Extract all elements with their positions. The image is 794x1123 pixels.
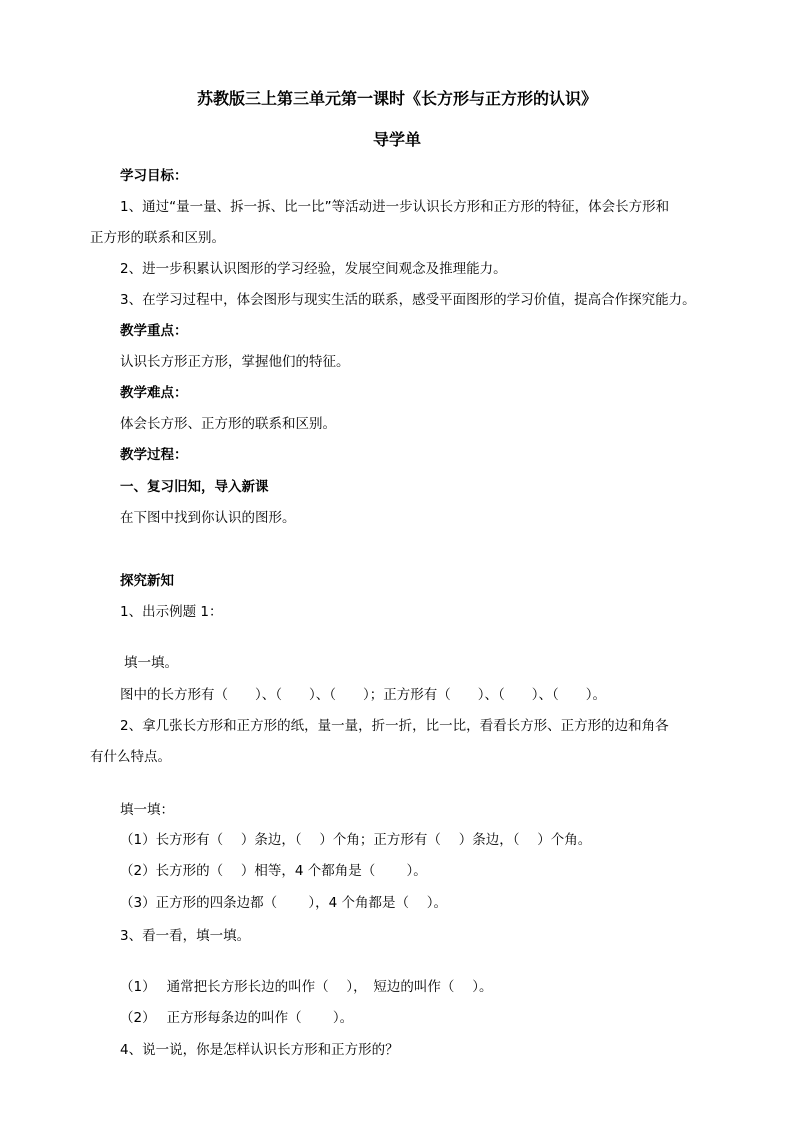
explore-heading: 探究新知	[120, 573, 174, 589]
fill-2-question-1: （1）长方形有（ ）条边，（ ）个角；正方形有（ ）条边，（ ）个角。	[120, 832, 592, 848]
fill-1-line: 图中的长方形有（ ）、（ ）、（ ）；正方形有（ ）、（ ）、（ ）。	[120, 687, 606, 703]
fill-2-label: 填一填：	[120, 802, 174, 818]
item-3: 3、看一看，填一填。	[120, 928, 251, 944]
item-3-question-2: （2） 正方形每条边的叫作（ ）。	[120, 1010, 354, 1026]
fill-2-question-3: （3）正方形的四条边都（ ），4 个角都是（ ）。	[120, 895, 448, 911]
example-1: 1、出示例题 1：	[120, 604, 223, 620]
section-1-text: 在下图中找到你认识的图形。	[120, 510, 296, 526]
goal-1-line-2: 正方形的联系和区别。	[90, 230, 225, 246]
goal-1-line-1: 1、通过“量一量、拆一拆、比一比”等活动进一步认识长方形和正方形的特征，体会长方形和	[120, 199, 670, 215]
key-heading: 教学重点：	[120, 323, 188, 339]
goal-3: 3、在学习过程中，体会图形与现实生活的联系，感受平面图形的学习价值，提高合作探究能力。	[120, 292, 696, 308]
goals-heading: 学习目标：	[120, 168, 188, 184]
fill-1-label: 填一填。	[124, 655, 178, 671]
fill-2-question-2: （2）长方形的（ ）相等，4 个都角是（ ）。	[120, 863, 427, 879]
item-2-line-2: 有什么特点。	[90, 749, 171, 765]
item-3-question-1: （1） 通常把长方形长边的叫作（ ）， 短边的叫作（ ）。	[120, 979, 493, 995]
goal-2: 2、进一步积累认识图形的学习经验，发展空间观念及推理能力。	[120, 261, 507, 277]
section-1-heading: 一、复习旧知，导入新课	[120, 479, 269, 495]
item-2-line-1: 2、拿几张长方形和正方形的纸，量一量，折一折，比一比，看看长方形、正方形的边和角各	[120, 718, 669, 734]
process-heading: 教学过程：	[120, 447, 188, 463]
document-subtitle: 导学单	[372, 130, 421, 149]
item-4: 4、说一说，你是怎样认识长方形和正方形的？	[120, 1042, 399, 1058]
difficult-text: 体会长方形、正方形的联系和区别。	[120, 416, 336, 432]
key-text: 认识长方形正方形，掌握他们的特征。	[120, 354, 350, 370]
difficult-heading: 教学难点：	[120, 385, 188, 401]
document-title: 苏教版三上第三单元第一课时《长方形与正方形的认识》	[196, 89, 597, 108]
